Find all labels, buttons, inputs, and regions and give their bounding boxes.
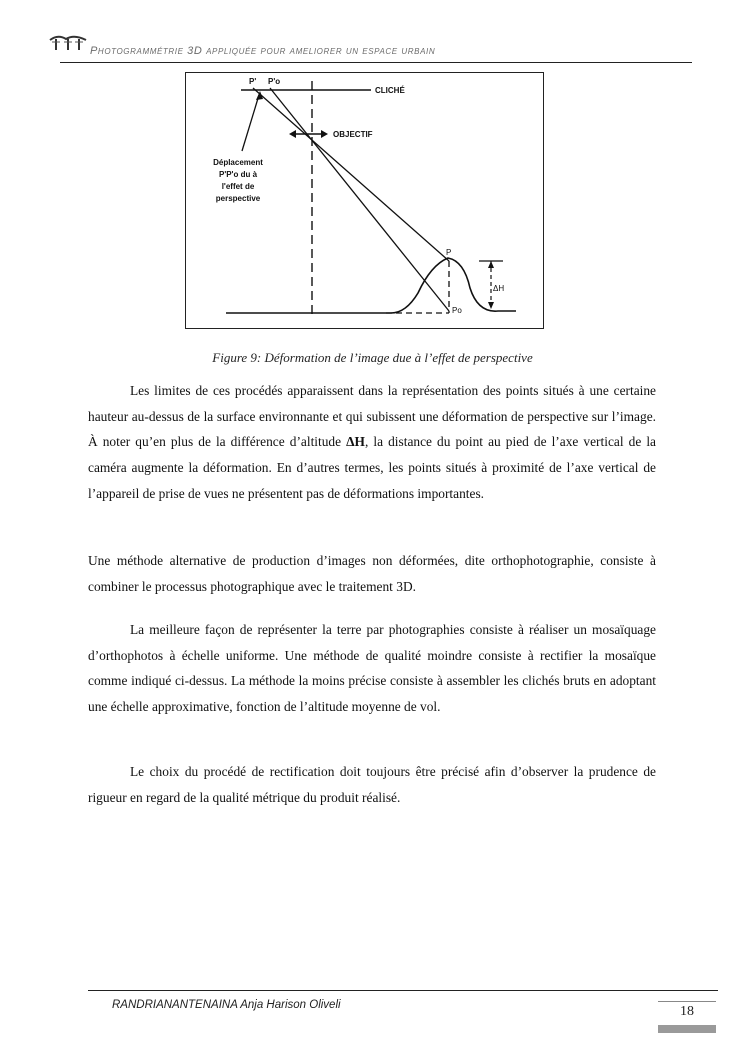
annotation-arrow-line <box>242 95 259 151</box>
paragraph-4-text: Le choix du procédé de rectification doit toujours être précisé afin d’observer la prudence de rigueur en regard de la qualité métrique du produit réalisé. <box>88 764 656 805</box>
label-p: P <box>446 248 452 257</box>
ray-po <box>270 88 452 311</box>
label-objectif: OBJECTIF <box>333 130 373 139</box>
paragraph-3 <box>88 617 656 720</box>
figure-perspective-diagram <box>185 72 544 329</box>
objectif-arrow-right <box>321 130 328 138</box>
page-number-top-rule <box>658 1001 716 1002</box>
label-deplacement-3: l'effet de <box>221 182 255 191</box>
label-p-prime: P' <box>249 77 257 86</box>
footer-author: RANDRIANANTENAINA Anja Harison Oliveli <box>112 999 341 1011</box>
paragraph-1-text-end: , la distance du point au pied de l’axe vertical de la caméra augmente la déformation. En d’autres termes, les points situés à proximité de l’axe vertical de l’appareil de prise de vues ne présentent pas de déformations importantes. <box>88 434 656 501</box>
delta-h-arrow-top <box>488 261 494 268</box>
paragraph-1-delta-h: ΔH <box>346 434 365 450</box>
objectif-arrow-left <box>289 130 296 138</box>
page-number: 18 <box>680 1004 694 1019</box>
header-logo <box>48 32 88 52</box>
ray-p <box>253 88 452 261</box>
label-deplacement-4: perspective <box>215 194 261 203</box>
terrain <box>226 258 516 313</box>
paragraph-2-text: Une méthode alternative de production d’images non déformées, dite orthophotographie, consiste à combiner le processus photographique avec le traitement 3D. <box>88 553 656 594</box>
label-delta-h: ΔH <box>493 284 505 293</box>
header-rule <box>60 62 692 63</box>
paragraph-1-text-start: Les limites de ces procédés apparaissent dans la représentation des points situés à une certaine hauteur au-dessus de la surface environnante et qui subissent une déformation de perspective sur l’image. À noter qu’en plus de la différence d’altitude <box>88 383 656 450</box>
paragraph-3-text: La meilleure façon de représenter la terre par photographies consiste à réaliser un mosaïquage d’orthophotos à échelle uniforme. Une méthode de qualité moindre consiste à rectifier la mosaïque comme indiqué ci-dessus. La méthode la moins précise consiste à assembler les clichés bruts en adoptant une échelle approximative, fonction de l’altitude moyenne de vol. <box>88 622 656 715</box>
perspective-diagram <box>186 73 545 330</box>
header-title: Photogrammétrie 3D appliquée pour ameliorer un espace urbain <box>90 45 436 57</box>
label-po: Po <box>452 306 462 315</box>
label-p-prime-o: P'o <box>268 77 281 86</box>
label-cliche: CLICHÉ <box>375 86 405 95</box>
paragraph-1 <box>88 378 656 507</box>
paragraph-4 <box>88 759 656 810</box>
figure-caption: Figure 9: Déformation de l’image due à l’effet de perspective <box>212 350 533 365</box>
footer-rule <box>88 990 718 991</box>
delta-h-arrow-bottom <box>488 302 494 309</box>
paragraph-2 <box>88 548 656 599</box>
label-deplacement-2: P'P'o du à <box>218 170 258 179</box>
page-number-bar <box>658 1025 716 1033</box>
label-deplacement-1: Déplacement <box>213 158 263 167</box>
